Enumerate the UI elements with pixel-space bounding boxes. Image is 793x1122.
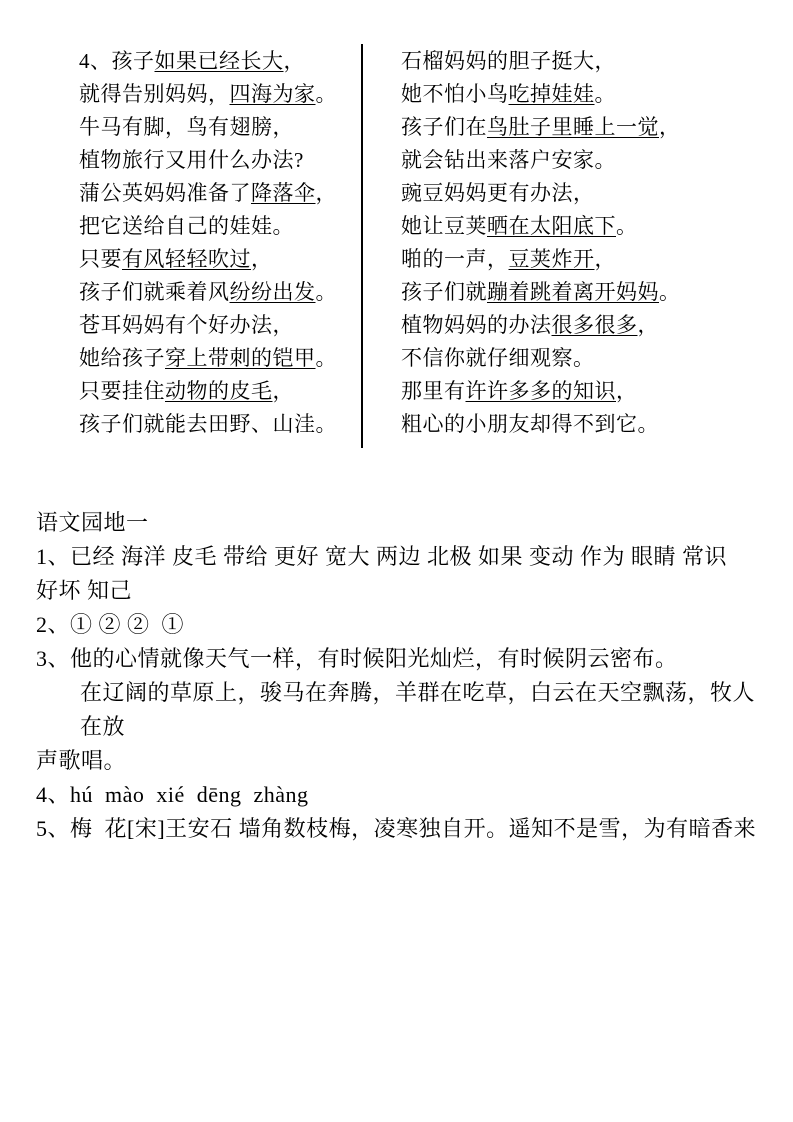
poem-line [401,276,681,309]
plain-text: 那里有 [401,379,466,403]
plain-text: 。 [616,214,638,238]
plain-text: 。 [315,346,337,370]
poem-line [79,177,337,210]
plain-text: 。 [594,82,616,106]
plain-text: ， [594,247,616,271]
plain-text: 牛马有脚，鸟有翅膀， [79,115,294,139]
poem-line [79,375,337,408]
poem-line [79,78,337,111]
poem-column-right [401,45,681,441]
poem-line [79,309,337,342]
answer-line: 5、梅 花[宋]王安石 墙角数枝梅，凌寒独自开。遥知不是雪，为有暗香来 [36,816,757,841]
plain-text: ， [272,379,294,403]
plain-text: 啪的一声， [401,247,509,271]
poem-line [79,342,337,375]
plain-text: 孩子们就乘着风 [79,280,230,304]
poem-line [401,408,681,441]
poem-line [401,309,681,342]
plain-text: 植物旅行又用什么办法? [79,148,304,172]
answer-line: 4、hú mào xié dēng zhàng [36,782,309,807]
plain-text: 。 [315,280,337,304]
poem-line [401,78,681,111]
poem-line [401,45,681,78]
underlined-text: 蹦着跳着离开妈妈 [487,280,659,304]
underlined-text: 四海为家 [229,82,316,106]
plain-text: 蒲公英妈妈准备了 [79,181,251,205]
plain-text: 石榴妈妈的胆子挺大， [401,49,616,73]
plain-text: 孩子们就能去田野、山洼。 [79,412,337,436]
poem-line [401,375,681,408]
plain-text: 。 [659,280,681,304]
plain-text: ， [315,181,337,205]
underlined-text: 豆荚炸开 [508,247,595,271]
plain-text: 。 [315,82,337,106]
answer-lines [36,540,771,846]
plain-text: 她不怕小鸟 [401,82,509,106]
plain-text: 就得告别妈妈， [79,82,230,106]
answer-line: 1、已经 海洋 皮毛 带给 更好 宽大 两边 北极 如果 变动 作为 眼睛 常识 [36,544,728,569]
underlined-text: 晒在太阳底下 [487,214,616,238]
plain-text: 孩子们在 [401,115,487,139]
answer-line: 声歌唱。 [36,748,127,773]
underlined-text: 很多很多 [551,313,638,337]
underlined-text: 降落伞 [251,181,316,205]
plain-text: 把它送给自己的娃娃。 [79,214,294,238]
underlined-text: 如果已经长大 [154,49,284,73]
plain-text: 不信你就仔细观察。 [401,346,595,370]
poem-line [401,111,681,144]
answer-line: 好坏 知己 [36,578,133,603]
plain-text: ， [283,49,305,73]
poem-line [401,243,681,276]
plain-text: 豌豆妈妈更有办法， [401,181,595,205]
poem-line [401,177,681,210]
underlined-text: 穿上带刺的铠甲 [165,346,316,370]
poem-line [79,210,337,243]
answer-line: 在辽阔的草原上，骏马在奔腾，羊群在吃草，白云在天空飘荡，牧人在放 [80,680,756,739]
answer-line: 3、他的心情就像天气一样，有时候阳光灿烂，有时候阴云密布。 [36,646,678,671]
poem-column-left [79,45,337,441]
underlined-text: 有风轻轻吹过 [122,247,251,271]
poem-line [79,408,337,441]
underlined-text: 纷纷出发 [229,280,316,304]
underlined-text: 吃掉娃娃 [508,82,595,106]
plain-text: 只要 [79,247,122,271]
section-title: 语文园地一 [36,510,149,535]
plain-text: 只要挂住 [79,379,165,403]
plain-text: ， [659,115,681,139]
plain-text: 4、孩子 [79,49,155,73]
poem-line [401,342,681,375]
plain-text: 她给孩子 [79,346,165,370]
poem-line [79,243,337,276]
column-divider [361,44,363,448]
plain-text: 就会钻出来落户安家。 [401,148,616,172]
poem-line [79,111,337,144]
plain-text: 孩子们就 [401,280,487,304]
poem-line [79,144,337,177]
poem-line [79,276,337,309]
underlined-text: 动物的皮毛 [165,379,273,403]
plain-text: ， [637,313,659,337]
poem-line [401,210,681,243]
plain-text: 她让豆荚 [401,214,487,238]
underlined-text: 许许多多的知识 [465,379,616,403]
plain-text: ， [251,247,273,271]
plain-text: 苍耳妈妈有个好办法， [79,313,294,337]
answer-line: 2、① ② ② ① [36,612,185,637]
plain-text: ， [616,379,638,403]
poem-line [401,144,681,177]
plain-text: 植物妈妈的办法 [401,313,552,337]
answers-section [36,506,771,846]
plain-text: 粗心的小朋友却得不到它。 [401,412,659,436]
poem-line [79,45,337,78]
underlined-text: 鸟肚子里睡上一觉 [487,115,659,139]
